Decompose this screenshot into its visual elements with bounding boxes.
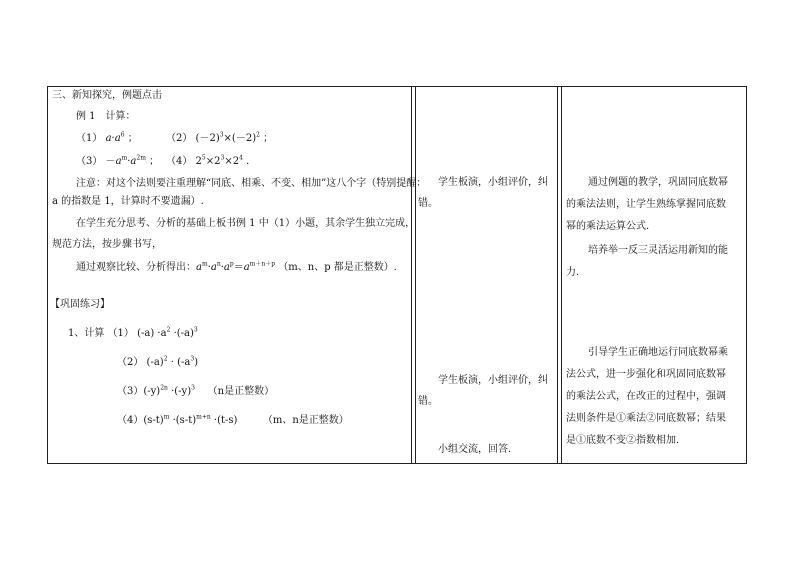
column-divider xyxy=(557,87,562,463)
student-activity-2: 学生板演，小组评价，纠错。 xyxy=(418,375,548,407)
practice-item-4: $(4)(s-t)^m \cdot(s-t)^{m+n} \cdot(t-s)$ （m、n是正整数） xyxy=(117,413,349,426)
example-title: 例 1 计算： xyxy=(76,111,136,122)
board-line-2: 规范方法，按步骤书写， xyxy=(52,239,162,250)
student-activity-1: 学生板演，小组评价，纠错。 xyxy=(418,177,548,209)
example-item-4: （4） $2^5\times 2^3\times 2^4$ ． xyxy=(166,154,257,167)
practice-item-3: $(3)(-y)^{2n} \cdot(-y)^3$ （n是正整数） xyxy=(117,384,275,397)
practice-title: 【巩固练习】 xyxy=(50,299,110,310)
design-intent-3: 引导学生正确地运行同底数幂乘法公式，进一步强化和巩固同底数幂的乘法公式，在改正的过程中，强调法则条件是①乘法②同底数幂；结果是①底数不变②指数相加． xyxy=(566,347,728,446)
board-line-1: 在学生充分思考、分析的基础上板书例 1 中（1）小题，其余学生独立完成， xyxy=(76,218,416,229)
column-divider xyxy=(411,87,416,463)
example-item-3: $(3) -a^m\cdot a^{2m}$ ； xyxy=(76,154,160,167)
practice-item-1: 1、计算 （1） $(-a) \cdot a^2 \cdot(-a)^3$ xyxy=(68,326,198,339)
design-intent-2: 培养举一反三灵活运用新知的能力． xyxy=(566,245,728,278)
student-activity-3: 小组交流，回答． xyxy=(438,444,518,455)
note-line-1: 注意：对这个法则要注重理解“同底、相乘、不变、相加”这八个字（特别提醒： xyxy=(76,178,427,189)
conclusion-formula: 通过观察比较、分析得出：$a^m\cdot a^n\cdot a^p=a^{m+n+p}$ （m、n、p 都是正整数）. xyxy=(76,260,397,273)
section-title: 三、新知探究，例题点击 xyxy=(52,90,162,101)
example-item-2: （2） $(-2)^3\times(-2)^2$ ； xyxy=(166,131,274,144)
practice-item-2: （2） $(-a)^2 \cdot (-a^3)$ xyxy=(117,355,199,368)
example-item-1: （1） $a\cdot a^6$ ； xyxy=(76,131,138,144)
note-line-2: a 的指数是 1，计算时不要遗漏）. xyxy=(52,196,204,207)
design-intent-1: 通过例题的教学，巩固同底数幂的乘法法则，让学生熟练掌握同底数幂的乘法运算公式． xyxy=(566,177,728,232)
